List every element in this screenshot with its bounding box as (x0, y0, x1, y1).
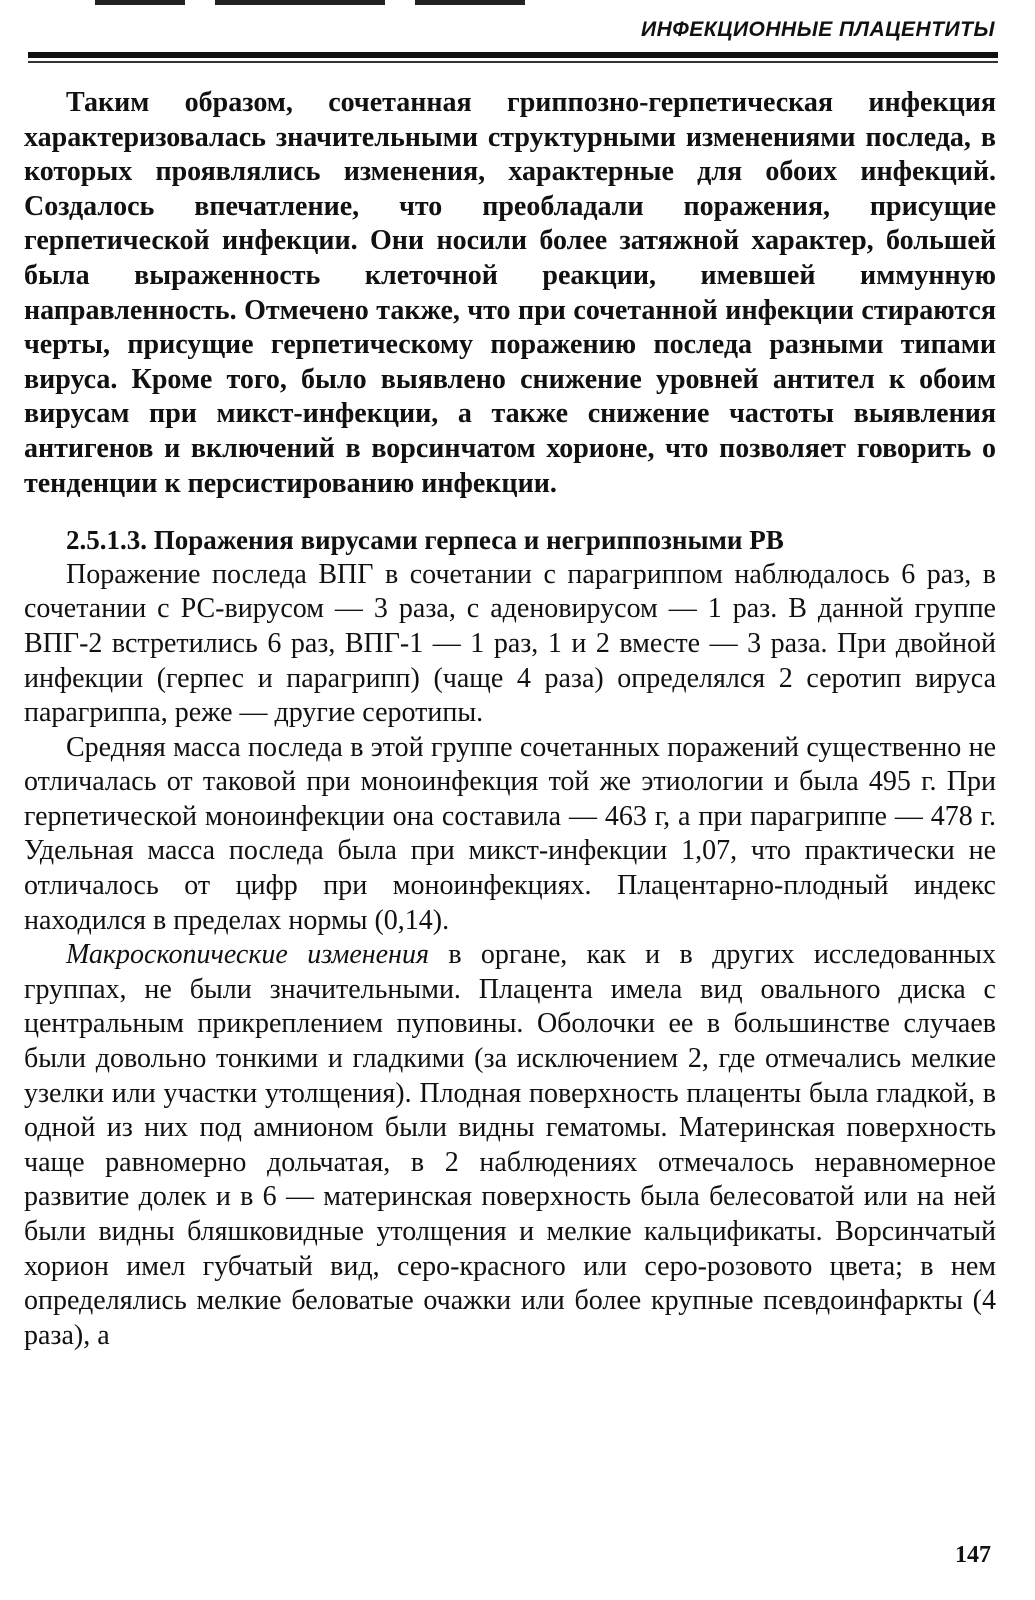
macroscopic-text: в органе, как и в других исследованных группах, не были значительными. Плацента имела вид овального диска с центральным прикреплением пуповины. Оболочки ее в большинстве случаев были довольно тонкими и гладкими (за исключением 2, где отмечались мелкие узелки или участки утолщения). Плодная поверхность плаценты была гладкой, в одной из них под амнионом были видны гематомы. Материнская поверхность чаще равномерно дольчатая, в 2 наблюдениях отмечалось неравномерное развитие долек и в 6 — материнская поверхность была белесоватой или на ней были видны бляшковидные утолщения и мелкие кальцификаты. Ворсинчатый хорион имел губчатый вид, серо-красного или серо-розовото цвета; в нем определялись мелкие беловатые очажки или более крупные псевдоинфаркты (4 раза), а (24, 939, 996, 1351)
macroscopic-lead: Макроскопические изменения (66, 939, 429, 971)
paragraph-macroscopic (24, 938, 996, 1353)
header-rule (28, 52, 998, 58)
paragraph-mass: Средняя масса последа в этой группе сочетанных поражений существенно не отличалась от таковой при моноинфекция той же этиологии и была 495 г. При герпетической моноинфекции она составила — 463 г, а при парагриппе — 478 г. Удельная масса последа была при микст-инфекции 1,07, что практически не отличалось от цифр при моноинфекциях. Плацентарно-плодный индекс находился в пределах нормы (0,14). (24, 731, 996, 936)
paragraph-frequency: Поражение последа ВПГ в сочетании с парагриппом наблюдалось 6 раз, в сочетании с РС-вирусом — 3 раза, с аденовирусом — 1 раз. В данной группе ВПГ-2 встретились 6 раз, ВПГ-1 — 1 раз, 1 и 2 вместе — 3 раза. При двойной инфекции (герпес и парагрипп) (чаще 4 раза) определялся 2 серотип вируса парагриппа, реже — другие серотипы. (24, 558, 996, 729)
header-rule-thin (28, 61, 998, 63)
page-number: 147 (955, 1542, 991, 1568)
running-title: ИНФЕКЦИОННЫЕ ПЛАЦЕНТИТЫ (641, 18, 995, 41)
paragraph-conclusion: Таким образом, сочетанная гриппозно-герпетическая инфекция характеризовалась значительными структурными изменениями последа, в которых проявлялись изменения, характерные для обоих инфекций. Создалось впечатление, что преобладали поражения, присущие герпетической инфекции. Они носили более затяжной характер, большей была выраженность клеточной реакции, имевшей иммунную направленность. Отмечено также, что при сочетанной инфекции стираются черты, присущие герпетическому поражению последа разными типами вируса. Кроме того, было выявлено снижение уровней антител к обоим вирусам при микст-инфекции, а также снижение частоты выявления антигенов и включений в ворсинчатом хорионе, что позволяет говорить о тенденции к персистированию инфекции. (24, 87, 996, 499)
page-body (24, 86, 996, 1353)
section-heading: 2.5.1.3. Поражения вирусами герпеса и негриппозными РВ (66, 525, 784, 556)
